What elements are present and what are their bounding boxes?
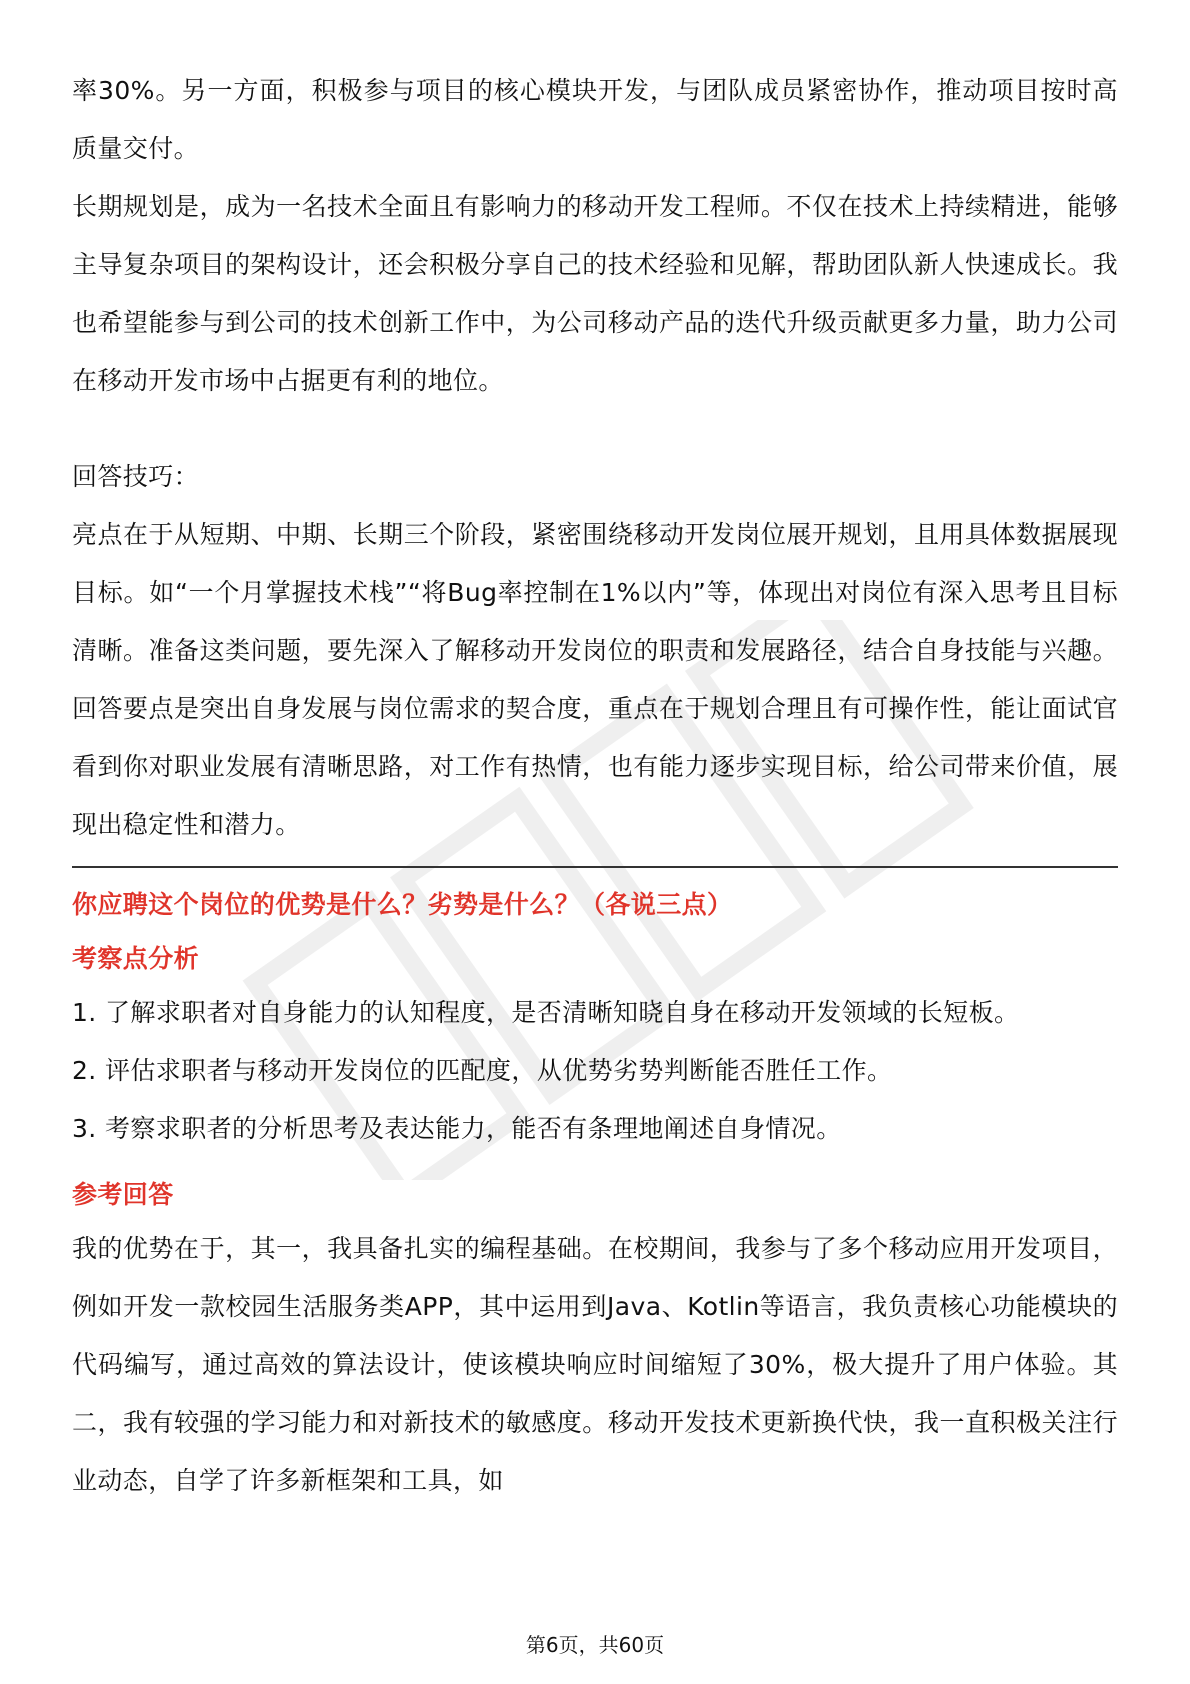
spacer: [72, 410, 1118, 448]
analysis-item: 1. 了解求职者对自身能力的认知程度，是否清晰知晓自身在移动开发领域的长短板。: [72, 998, 1020, 1027]
analysis-item: 3. 考察求职者的分析思考及表达能力，能否有条理地阐述自身情况。: [72, 1114, 842, 1143]
reference-heading: 参考回答: [72, 1180, 174, 1209]
tips-label: 回答技巧：: [72, 462, 200, 491]
main-content: [72, 62, 1118, 1510]
analysis-heading: 考察点分析: [72, 944, 200, 973]
reference-paragraph: 我的优势在于，其一，我具备扎实的编程基础。在校期间，我参与了多个移动应用开发项目，例如开发一款校园生活服务类APP，其中运用到Java、Kotlin等语言，我负责核心功能模块的代码编写，通过高效的算法设计，使该模块响应时间缩短了30%，极大提升了用户体验。其二，我有较强的学习能力和对新技术的敏感度。移动开发技术更新换代快，我一直积极关注行业动态，自学了许多新框架和工具，如: [72, 1234, 1118, 1495]
tips-paragraph: 亮点在于从短期、中期、长期三个阶段，紧密围绕移动开发岗位展开规划，且用具体数据展现目标。如“一个月掌握技术栈”“将Bug率控制在1%以内”等，体现出对岗位有深入思考且目标清晰。准备这类问题，要先深入了解移动开发岗位的职责和发展路径，结合自身技能与兴趣。回答要点是突出自身发展与岗位需求的契合度，重点在于规划合理且有可操作性，能让面试官看到你对职业发展有清晰思路，对工作有热情，也有能力逐步实现目标，给公司带来价值，展现出稳定性和潜力。: [72, 520, 1118, 839]
intro-paragraph-1: 率30%。另一方面，积极参与项目的核心模块开发，与团队成员紧密协作，推动项目按时高质量交付。: [72, 76, 1118, 163]
question-title: 你应聘这个岗位的优势是什么？劣势是什么？（各说三点）: [72, 890, 733, 919]
page-number-footer: 第6页，共60页: [525, 1633, 665, 1657]
analysis-item: 2. 评估求职者与移动开发岗位的匹配度，从优势劣势判断能否胜任工作。: [72, 1056, 893, 1085]
section-divider: [72, 866, 1118, 868]
intro-paragraph-2: 长期规划是，成为一名技术全面且有影响力的移动开发工程师。不仅在技术上持续精进，能够主导复杂项目的架构设计，还会积极分享自己的技术经验和见解，帮助团队新人快速成长。我也希望能参与到公司的技术创新工作中，为公司移动产品的迭代升级贡献更多力量，助力公司在移动开发市场中占据更有利的地位。: [72, 192, 1118, 395]
